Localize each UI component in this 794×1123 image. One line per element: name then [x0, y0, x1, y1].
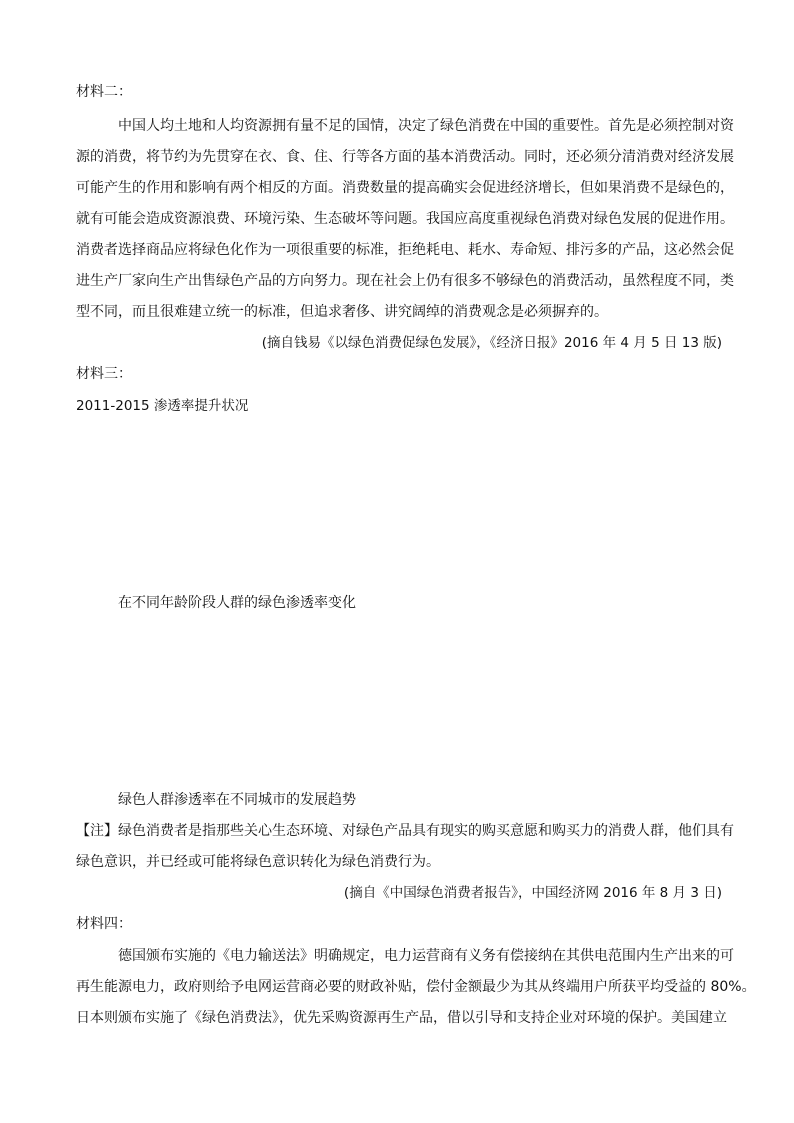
material2-line-7: 型不同，而且很难建立统一的标准，但追求奢侈、讲究阔绰的消费观念是必须摒弃的。	[76, 304, 608, 320]
material4-heading: 材料四：	[76, 916, 132, 932]
material2-line-3: 可能产生的作用和影响有两个相反的方面。消费数量的提高确实会促进经济增长，但如果消费不是绿色的，	[76, 180, 734, 196]
material3-note-line-1: 【注】绿色消费者是指那些关心生态环境、对绿色产品具有现实的购买意愿和购买力的消费人群，他们具有	[76, 823, 734, 839]
figure-caption-cities: 绿色人群渗透率在不同城市的发展趋势	[118, 792, 356, 808]
material2-line-5: 消费者选择商品应将绿色化作为一项很重要的标准，拒绝耗电、耗水、寿命短、排污多的产品，这必然会促	[76, 242, 734, 258]
material3-source: (摘自《中国绿色消费者报告》，中国经济网 2016 年 8 月 3 日)	[343, 885, 722, 901]
material2-line-6: 进生产厂家向生产出售绿色产品的方向努力。现在社会上仍有很多不够绿色的消费活动，虽然程度不同，类	[76, 273, 734, 289]
material2-heading: 材料二：	[76, 84, 132, 100]
material3-heading: 材料三：	[76, 366, 132, 382]
material2-line-2: 源的消费，将节约为先贯穿在衣、食、住、行等各方面的基本消费活动。同时，还必须分清消费对经济发展	[76, 149, 734, 165]
figure-caption-age-groups: 在不同年龄阶段人群的绿色渗透率变化	[118, 595, 356, 611]
material2-line-4: 就有可能会造成资源浪费、环境污染、生态破坏等问题。我国应高度重视绿色消费对绿色发展的促进作用。	[76, 211, 734, 227]
material2-source: (摘自钱易《以绿色消费促绿色发展》，《经济日报》2016 年 4 月 5 日 13 版)	[261, 335, 722, 351]
figure-placeholder-1	[76, 420, 718, 590]
figure-caption-penetration-2011-2015: 2011-2015 渗透率提升状况	[76, 398, 249, 414]
material3-note-line-2: 绿色意识，并已经或可能将绿色意识转化为绿色消费行为。	[76, 854, 440, 870]
material4-line-3: 日本则颁布实施了《绿色消费法》，优先采购资源再生产品，借以引导和支持企业对环境的保护。美国建立	[76, 1010, 727, 1026]
material4-line-2: 再生能源电力，政府则给予电网运营商必要的财政补贴，偿付金额最少为其从终端用户所获平均受益的 80%。	[76, 979, 756, 995]
figure-placeholder-2	[76, 618, 718, 788]
material4-line-1: 德国颁布实施的《电力输送法》明确规定，电力运营商有义务有偿接纳在其供电范围内生产出来的可	[118, 948, 734, 964]
material2-line-1: 中国人均土地和人均资源拥有量不足的国情，决定了绿色消费在中国的重要性。首先是必须控制对资	[118, 118, 734, 134]
